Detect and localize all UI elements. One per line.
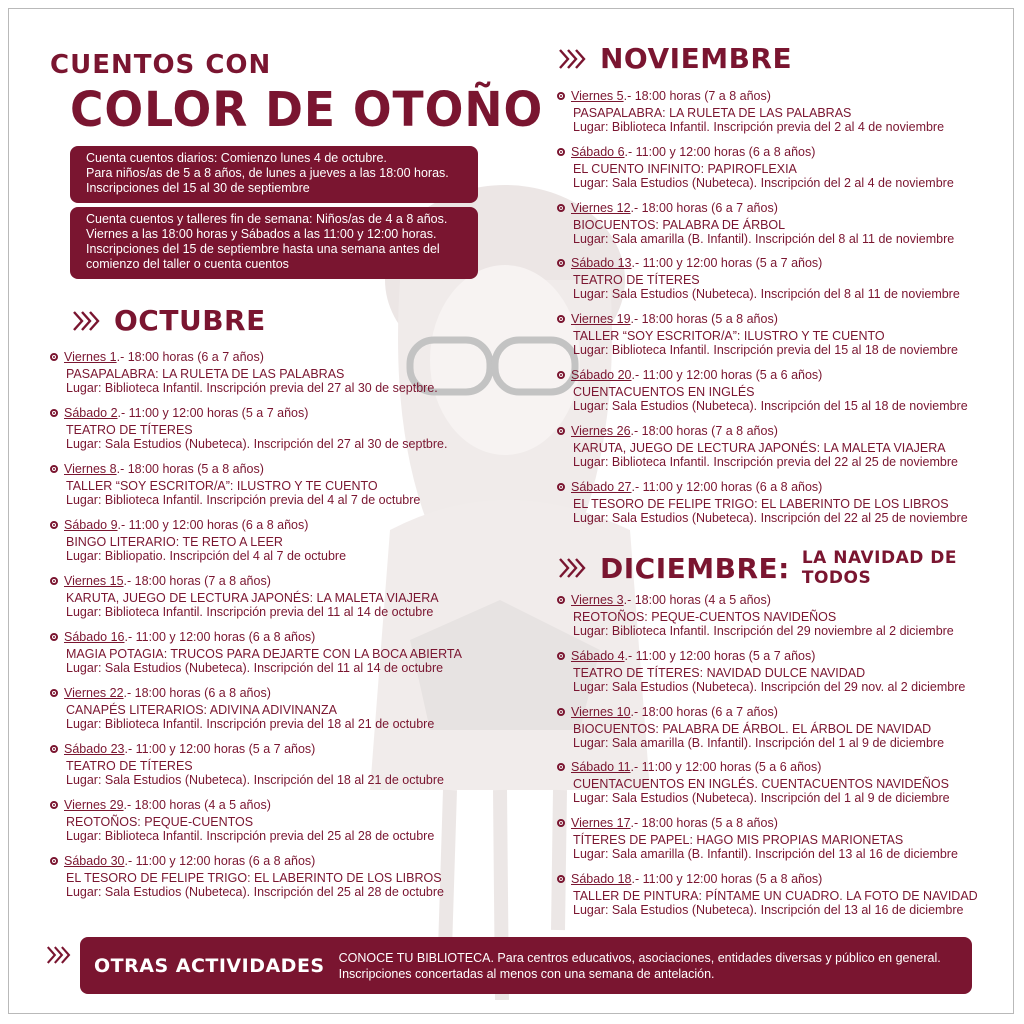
event-item bbox=[557, 145, 954, 190]
event-time: .- 18:00 horas (7 a 8 años) bbox=[123, 574, 271, 588]
title-big: COLOR DE OTOÑO bbox=[70, 82, 544, 138]
event-time: .- 11:00 y 12:00 horas (5 a 6 años) bbox=[631, 368, 823, 382]
month-title: DICIEMBRE: bbox=[600, 551, 790, 585]
event-item bbox=[50, 462, 420, 507]
event-day: Viernes 1 bbox=[64, 350, 117, 364]
intro-line: Inscripciones del 15 al 30 de septiembre bbox=[86, 181, 310, 195]
event-time: .- 11:00 y 12:00 horas (6 a 8 años) bbox=[631, 479, 823, 494]
event-activity: REOTOÑOS: PEQUE-CUENTOS bbox=[66, 815, 254, 829]
bullet-clock-icon bbox=[557, 763, 565, 771]
bullet-clock-icon bbox=[557, 315, 565, 323]
event-time: .- 18:00 horas (4 a 5 años) bbox=[623, 593, 771, 607]
event-day: Sábado 18 bbox=[571, 872, 632, 886]
event-place: Lugar: Sala Estudios (Nubeteca). Inscripción del 8 al 11 de noviembre bbox=[573, 287, 960, 302]
bullet-clock-icon bbox=[557, 259, 565, 267]
bullet-clock-icon bbox=[557, 652, 565, 660]
event-time: .- 18:00 horas (6 a 7 años) bbox=[116, 350, 264, 364]
event-activity: BIOCUENTOS: PALABRA DE ÁRBOL. EL ÁRBOL DE NAVIDAD bbox=[573, 721, 932, 736]
bullet-clock-icon bbox=[557, 483, 565, 491]
event-time: .- 18:00 horas (5 a 8 años) bbox=[116, 462, 264, 476]
event-day: Viernes 17 bbox=[571, 816, 631, 831]
event-item bbox=[557, 760, 950, 805]
otras-text bbox=[339, 950, 941, 982]
event-time: .- 11:00 y 12:00 horas (5 a 8 años) bbox=[631, 872, 823, 886]
double-chevron-icon bbox=[558, 557, 592, 579]
event-item bbox=[557, 201, 954, 246]
event-activity: CANAPÉS LITERARIOS: ADIVINA ADIVINANZA bbox=[66, 703, 337, 717]
event-day: Sábado 27 bbox=[571, 479, 632, 494]
event-day: Viernes 8 bbox=[64, 462, 117, 476]
event-place: Lugar: Sala amarilla (B. Infantil). Inscripción del 8 al 11 de noviembre bbox=[573, 231, 955, 246]
intro-box-weekend bbox=[70, 207, 478, 279]
event-item bbox=[557, 256, 960, 301]
event-day: Sábado 16 bbox=[64, 630, 125, 644]
event-day: Sábado 11 bbox=[571, 760, 631, 775]
event-place: Lugar: Sala Estudios (Nubeteca). Inscripción del 2 al 4 de noviembre bbox=[573, 175, 954, 190]
event-activity: EL TESORO DE FELIPE TRIGO: EL LABERINTO DE LOS LIBROS bbox=[66, 871, 442, 885]
event-day: Sábado 13 bbox=[571, 256, 632, 271]
event-activity: TEATRO DE TÍTERES bbox=[66, 759, 193, 773]
heading-diciembre bbox=[558, 548, 1024, 588]
event-item bbox=[557, 480, 968, 525]
intro-line: Inscripciones del 15 de septiembre hasta una semana antes del bbox=[86, 242, 440, 256]
event-day: Viernes 12 bbox=[571, 200, 631, 215]
event-activity: CUENTACUENTOS EN INGLÉS bbox=[573, 385, 755, 399]
heading-octubre bbox=[72, 304, 266, 337]
event-time: .- 18:00 horas (6 a 7 años) bbox=[630, 200, 778, 215]
event-item bbox=[557, 649, 965, 694]
event-place: Lugar: Sala Estudios (Nubeteca). Inscripción del 29 nov. al 2 diciembre bbox=[573, 679, 966, 694]
event-place: Lugar: Biblioteca Infantil. Inscripción previa del 11 al 14 de octubre bbox=[66, 605, 434, 619]
event-time: .- 18:00 horas (7 a 8 años) bbox=[630, 423, 778, 438]
event-time: .- 18:00 horas (4 a 5 años) bbox=[123, 798, 271, 812]
event-time: .- 11:00 y 12:00 horas (5 a 7 años) bbox=[124, 742, 316, 756]
event-activity: CUENTACUENTOS EN INGLÉS. CUENTACUENTOS NAVIDEÑOS bbox=[573, 777, 949, 792]
double-chevron-icon bbox=[46, 944, 76, 966]
event-activity: BINGO LITERARIO: TE RETO A LEER bbox=[66, 535, 283, 549]
event-activity: PASAPALABRA: LA RULETA DE LAS PALABRAS bbox=[573, 106, 852, 120]
event-item bbox=[557, 593, 954, 638]
event-item bbox=[557, 424, 958, 469]
event-time: .- 11:00 y 12:00 horas (5 a 6 años) bbox=[630, 760, 822, 775]
double-chevron-icon bbox=[72, 310, 106, 332]
event-item bbox=[50, 798, 434, 843]
month-title: OCTUBRE bbox=[114, 304, 266, 337]
event-activity: KARUTA, JUEGO DE LECTURA JAPONÉS: LA MALETA VIAJERA bbox=[573, 440, 946, 455]
event-time: .- 11:00 y 12:00 horas (5 a 7 años) bbox=[631, 256, 823, 271]
event-place: Lugar: Bibliopatio. Inscripción del 4 al 7 de octubre bbox=[66, 549, 347, 563]
bullet-clock-icon bbox=[50, 409, 58, 417]
event-place: Lugar: Sala Estudios (Nubeteca). Inscripción del 18 al 21 de octubre bbox=[66, 773, 445, 787]
event-day: Sábado 20 bbox=[571, 368, 632, 382]
event-time: .- 18:00 horas (5 a 8 años) bbox=[630, 816, 778, 831]
event-place: Lugar: Sala Estudios (Nubeteca). Inscripción del 11 al 14 de octubre bbox=[66, 661, 444, 675]
event-place: Lugar: Sala Estudios (Nubeteca). Inscripción del 27 al 30 de septbre. bbox=[66, 437, 448, 451]
double-chevron-icon bbox=[558, 48, 592, 70]
event-place: Lugar: Sala Estudios (Nubeteca). Inscripción del 15 al 18 de noviembre bbox=[573, 399, 968, 413]
event-day: Viernes 26 bbox=[571, 423, 631, 438]
otras-line: CONOCE TU BIBLIOTECA. Para centros educativos, asociaciones, entidades diversas y público en general. bbox=[338, 950, 941, 965]
event-day: Sábado 2 bbox=[64, 406, 118, 420]
event-activity: REOTOÑOS: PEQUE-CUENTOS NAVIDEÑOS bbox=[573, 610, 837, 624]
month-title: NOVIEMBRE bbox=[600, 42, 793, 75]
event-activity: TÍTERES DE PAPEL: HAGO MIS PROPIAS MARIONETAS bbox=[573, 833, 904, 848]
intro-line: Viernes a las 18:00 horas y Sábados a las 11:00 y 12:00 horas. bbox=[86, 227, 437, 241]
event-time: .- 18:00 horas (6 a 7 años) bbox=[630, 704, 778, 719]
event-time: .- 18:00 horas (5 a 8 años) bbox=[630, 312, 778, 327]
event-item bbox=[50, 406, 447, 451]
bullet-clock-icon bbox=[557, 708, 565, 716]
event-item bbox=[557, 89, 944, 134]
bullet-clock-icon bbox=[557, 92, 565, 100]
event-place: Lugar: Biblioteca Infantil. Inscripción previa del 4 al 7 de octubre bbox=[66, 493, 421, 507]
event-item bbox=[50, 350, 438, 395]
event-activity: TEATRO DE TÍTERES bbox=[573, 273, 700, 288]
event-activity: KARUTA, JUEGO DE LECTURA JAPONÉS: LA MALETA VIAJERA bbox=[66, 591, 439, 605]
bullet-clock-icon bbox=[557, 427, 565, 435]
event-day: Viernes 22 bbox=[64, 686, 124, 700]
event-item bbox=[50, 686, 434, 731]
event-time: .- 11:00 y 12:00 horas (6 a 8 años) bbox=[124, 630, 316, 644]
event-activity: MAGIA POTAGIA: TRUCOS PARA DEJARTE CON LA BOCA ABIERTA bbox=[66, 647, 462, 661]
event-place: Lugar: Sala Estudios (Nubeteca). Inscripción del 1 al 9 de diciembre bbox=[573, 791, 950, 806]
bullet-clock-icon bbox=[50, 689, 58, 697]
event-item bbox=[50, 574, 439, 619]
event-day: Sábado 23 bbox=[64, 742, 125, 756]
event-activity: TALLER DE PINTURA: PÍNTAME UN CUADRO. LA FOTO DE NAVIDAD bbox=[573, 889, 978, 903]
event-place: Lugar: Biblioteca Infantil. Inscripción previa del 18 al 21 de octubre bbox=[66, 717, 435, 731]
event-activity: TALLER “SOY ESCRITOR/A”: ILUSTRO Y TE CUENTO bbox=[66, 479, 378, 493]
event-activity: TEATRO DE TÍTERES bbox=[66, 423, 193, 437]
bullet-clock-icon bbox=[50, 801, 58, 809]
event-item bbox=[557, 816, 958, 861]
intro-line: Para niños/as de 5 a 8 años, de lunes a jueves a las 18:00 horas. bbox=[86, 166, 449, 180]
bullet-clock-icon bbox=[50, 857, 58, 865]
event-time: .- 11:00 y 12:00 horas (6 a 8 años) bbox=[124, 854, 316, 868]
intro-line: Cuenta cuentos y talleres fin de semana: Niños/as de 4 a 8 años. bbox=[86, 212, 448, 226]
event-place: Lugar: Sala Estudios (Nubeteca). Inscripción del 13 al 16 de diciembre bbox=[573, 903, 964, 917]
event-item bbox=[557, 872, 978, 917]
bullet-clock-icon bbox=[557, 148, 565, 156]
event-item bbox=[50, 742, 444, 787]
event-time: .- 11:00 y 12:00 horas (6 a 8 años) bbox=[624, 144, 816, 159]
bullet-clock-icon bbox=[557, 596, 565, 604]
event-activity: TEATRO DE TÍTERES: NAVIDAD DULCE NAVIDAD bbox=[573, 665, 866, 680]
intro-box-daily bbox=[70, 146, 478, 203]
event-day: Sábado 4 bbox=[571, 648, 625, 663]
event-day: Sábado 9 bbox=[64, 518, 118, 532]
event-activity: EL TESORO DE FELIPE TRIGO: EL LABERINTO DE LOS LIBROS bbox=[573, 496, 949, 511]
event-place: Lugar: Biblioteca Infantil. Inscripción previa del 27 al 30 de septbre. bbox=[66, 381, 438, 395]
event-time: .- 11:00 y 12:00 horas (5 a 7 años) bbox=[624, 648, 816, 663]
bullet-clock-icon bbox=[50, 633, 58, 641]
event-time: .- 18:00 horas (6 a 8 años) bbox=[123, 686, 271, 700]
event-day: Viernes 15 bbox=[64, 574, 124, 588]
bullet-clock-icon bbox=[557, 204, 565, 212]
otras-title: OTRAS ACTIVIDADES bbox=[94, 954, 325, 977]
event-place: Lugar: Biblioteca Infantil. Inscripción previa del 2 al 4 de noviembre bbox=[573, 120, 945, 134]
heading-noviembre bbox=[558, 42, 792, 75]
event-place: Lugar: Sala amarilla (B. Infantil). Inscripción del 1 al 9 de diciembre bbox=[573, 735, 945, 750]
bullet-clock-icon bbox=[50, 745, 58, 753]
event-time: .- 18:00 horas (7 a 8 años) bbox=[623, 89, 771, 103]
bullet-clock-icon bbox=[557, 371, 565, 379]
event-item bbox=[50, 630, 462, 675]
event-item bbox=[557, 368, 968, 413]
event-day: Viernes 19 bbox=[571, 312, 631, 327]
event-item bbox=[50, 518, 346, 563]
event-place: Lugar: Sala amarilla (B. Infantil). Inscripción del 13 al 16 de diciembre bbox=[573, 847, 958, 862]
bullet-clock-icon bbox=[557, 819, 565, 827]
event-activity: PASAPALABRA: LA RULETA DE LAS PALABRAS bbox=[66, 367, 345, 381]
intro-line: Cuenta cuentos diarios: Comienzo lunes 4 de octubre. bbox=[86, 151, 387, 165]
event-activity: TALLER “SOY ESCRITOR/A”: ILUSTRO Y TE CUENTO bbox=[573, 329, 885, 344]
event-item bbox=[557, 705, 944, 750]
event-item bbox=[50, 854, 444, 899]
event-day: Viernes 3 bbox=[571, 593, 624, 607]
intro-line: comienzo del taller o cuenta cuentos bbox=[86, 257, 289, 271]
bullet-clock-icon bbox=[50, 465, 58, 473]
event-time: .- 11:00 y 12:00 horas (5 a 7 años) bbox=[117, 406, 309, 420]
event-day: Sábado 6 bbox=[571, 144, 625, 159]
event-activity: EL CUENTO INFINITO: PAPIROFLEXIA bbox=[573, 161, 797, 176]
bullet-clock-icon bbox=[50, 353, 58, 361]
bullet-clock-icon bbox=[557, 875, 565, 883]
event-place: Lugar: Sala Estudios (Nubeteca). Inscripción del 22 al 25 de noviembre bbox=[573, 510, 968, 525]
event-place: Lugar: Biblioteca Infantil. Inscripción previa del 25 al 28 de octubre bbox=[66, 829, 435, 843]
event-activity: BIOCUENTOS: PALABRA DE ÁRBOL bbox=[573, 217, 786, 232]
event-day: Viernes 29 bbox=[64, 798, 124, 812]
event-item bbox=[557, 312, 958, 357]
otras-actividades-banner bbox=[80, 937, 972, 994]
event-time: .- 11:00 y 12:00 horas (6 a 8 años) bbox=[117, 518, 309, 532]
title-small: CUENTOS CON bbox=[50, 50, 272, 80]
otras-line: Inscripciones concertadas al menos con una semana de antelación. bbox=[338, 966, 715, 981]
event-place: Lugar: Biblioteca Infantil. Inscripción previa del 15 al 18 de noviembre bbox=[573, 343, 958, 358]
event-place: Lugar: Biblioteca Infantil. Inscripción del 29 noviembre al 2 diciembre bbox=[573, 624, 954, 638]
event-day: Sábado 30 bbox=[64, 854, 125, 868]
bullet-clock-icon bbox=[50, 577, 58, 585]
bullet-clock-icon bbox=[50, 521, 58, 529]
event-place: Lugar: Sala Estudios (Nubeteca). Inscripción del 25 al 28 de octubre bbox=[66, 885, 445, 899]
event-place: Lugar: Biblioteca Infantil. Inscripción previa del 22 al 25 de noviembre bbox=[573, 454, 958, 469]
month-subtitle: LA NAVIDAD DE TODOS bbox=[801, 548, 957, 588]
event-day: Viernes 10 bbox=[571, 704, 631, 719]
event-day: Viernes 5 bbox=[571, 89, 624, 103]
